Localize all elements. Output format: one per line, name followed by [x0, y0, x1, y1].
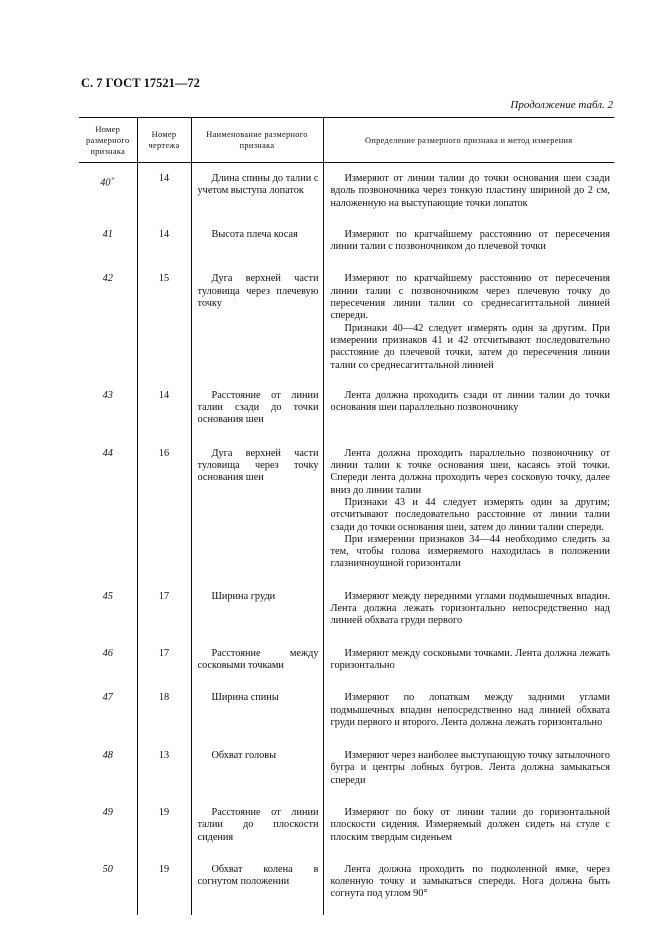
measurements-table: [79, 117, 614, 915]
table-row: [79, 638, 614, 682]
table-row: [79, 854, 614, 915]
row-name: [191, 581, 323, 638]
row-number-value: 40: [100, 177, 111, 189]
row-number-mark: ×: [110, 175, 116, 183]
row-name-text: Расстояние от линии талии до плоскости сидения: [197, 806, 319, 843]
row-name-text: Дуга верхней части туловища через точку основания шеи: [197, 447, 319, 484]
row-name: [191, 854, 323, 915]
row-figure: 13: [137, 739, 191, 797]
table-body: [79, 163, 614, 915]
row-name: [191, 263, 323, 380]
row-definition: [323, 681, 614, 739]
row-figure: 16: [137, 437, 191, 581]
row-definition-paragraph: Измеряют по боку от линии талии до горизонтальной плоскости сидения. Измеряемый должен сидеть на стуле с плоским твердым сиденьем: [330, 806, 610, 843]
row-definition: [323, 797, 614, 854]
row-figure: 19: [137, 797, 191, 854]
row-number: [79, 638, 137, 682]
row-name-text: Высота плеча косая: [211, 228, 298, 240]
row-number: [79, 581, 137, 638]
row-definition-paragraph: Измеряют по кратчайшему расстоянию от пересечения линии талии с позвоночником через плечевую точку до пересечения линии талии со среднесагиттальной линией спереди.: [330, 273, 610, 322]
row-number-value: 47: [102, 692, 113, 704]
row-name: [191, 797, 323, 854]
row-figure: 15: [137, 263, 191, 380]
row-number-value: 41: [102, 228, 113, 240]
row-definition-paragraph: Лента должна проходить параллельно позвоночнику от линии талии к точке основания шеи, касаясь этой точки. Спереди лента должна проходить через сосковую точку, далее вниз до линии талии: [330, 447, 610, 496]
row-name: [191, 163, 323, 219]
row-definition-paragraph: Измеряют от линии талии до точки основания шеи сзади вдоль позвоночника через тонкую пластину шириной до 2 см, наложенную на выступающие точки лопаток: [330, 173, 610, 209]
row-number-value: 43: [102, 389, 113, 401]
table-row: [79, 263, 614, 380]
table-continuation-label: Продолжение табл. 2: [510, 99, 613, 111]
row-name-text: Ширина спины: [211, 692, 279, 704]
row-name-text: Обхват головы: [211, 750, 277, 762]
row-number-value: 45: [102, 590, 113, 602]
row-name: [191, 381, 323, 437]
row-figure: 19: [137, 854, 191, 915]
row-number: [79, 739, 137, 797]
row-definition: [323, 854, 614, 915]
row-definition-paragraph: Признаки 43 и 44 следует измерять один за другим; отсчитывают последовательно расстояние от линии талии сзади до точки основания шеи, затем до линии талии спереди.: [330, 496, 610, 533]
row-number: [79, 263, 137, 380]
page-header: С. 7 ГОСТ 17521—72: [81, 76, 200, 90]
column-header-figure: Номер чертежа: [137, 118, 191, 163]
row-definition: [323, 219, 614, 264]
row-definition-paragraph: Измеряют по кратчайшему расстоянию от пересечения линии талии с позвоночником до плечевой точки: [330, 228, 610, 253]
row-definition: [323, 581, 614, 638]
row-definition-paragraph: Признаки 40—42 следует измерять один за другим. При измерении признаков 41 и 42 отсчитывают последовательно расстояние до плечевой точки, затем до пересечения линии талии со среднесагиттальной линией: [330, 322, 610, 371]
row-figure: 14: [137, 381, 191, 437]
column-header-definition: Определение размерного признака и метод измерения: [323, 118, 614, 163]
row-name: [191, 437, 323, 581]
row-number-value: 50: [102, 863, 113, 875]
table-row: [79, 681, 614, 739]
row-name: [191, 638, 323, 682]
row-name: [191, 681, 323, 739]
row-name-text: Дуга верхней части туловища через плечевую точку: [197, 273, 319, 310]
row-number-value: 48: [102, 750, 113, 762]
row-definition: [323, 437, 614, 581]
table-row: [79, 739, 614, 797]
row-number: [79, 163, 137, 219]
row-name-text: Расстояние от линии талии сзади до точки основания шеи: [197, 389, 319, 426]
row-definition-paragraph: Лента должна проходить сзади от линии талии до точки основания шеи параллельно позвоночнику: [330, 389, 610, 414]
row-number-value: 42: [102, 273, 113, 285]
row-number: [79, 381, 137, 437]
row-number: [79, 437, 137, 581]
row-figure: 18: [137, 681, 191, 739]
row-definition: [323, 638, 614, 682]
row-number: [79, 219, 137, 264]
row-definition-paragraph: Измеряют между сосковыми точками. Лента должна лежать горизонтально: [330, 647, 610, 671]
row-definition: [323, 739, 614, 797]
table-row: [79, 163, 614, 219]
row-name: [191, 739, 323, 797]
row-definition-paragraph: Измеряют между передними углами подмышечных впадин. Лента должна лежать горизонтально непосредственно над линией обхвата груди первого: [330, 590, 610, 627]
table-row: [79, 797, 614, 854]
table-header-row: [79, 118, 614, 163]
row-number-value: 49: [102, 806, 113, 818]
row-name-text: Длина спины до талии с учетом выступа лопаток: [197, 173, 319, 197]
row-name: [191, 219, 323, 264]
row-name-text: Обхват колена в согнутом положении: [197, 863, 319, 888]
row-number: [79, 797, 137, 854]
table-row: [79, 581, 614, 638]
row-figure: 14: [137, 163, 191, 219]
row-name-text: Расстояние между сосковыми точками: [197, 647, 319, 671]
row-number: [79, 854, 137, 915]
row-number-value: 46: [102, 647, 113, 659]
row-number-value: 44: [102, 447, 113, 459]
row-figure: 14: [137, 219, 191, 264]
row-definition: [323, 263, 614, 380]
row-definition: [323, 163, 614, 219]
row-definition-paragraph: Измеряют через наиболее выступающую точку затылочного бугра и центры лобных бугров. Лента должна замыкаться спереди: [330, 750, 610, 786]
row-name-text: Ширина груди: [211, 590, 276, 602]
column-header-name: Наименование размерного признака: [191, 118, 323, 163]
row-definition-paragraph: При измерении признаков 34—44 необходимо следить за тем, чтобы голова измеряемого находилась в положении глазничноушной горизонтали: [330, 533, 610, 570]
row-figure: 17: [137, 638, 191, 682]
row-definition-paragraph: Измеряют по лопаткам между задними углами подмышечных впадин непосредственно над линией обхвата груди первого и второго. Лента должна лежать горизонтально: [330, 692, 610, 728]
row-figure: 17: [137, 581, 191, 638]
row-number: [79, 681, 137, 739]
table-row: [79, 219, 614, 264]
row-definition: [323, 381, 614, 437]
column-header-number: Номер размерного признака: [79, 118, 137, 163]
table-row: [79, 437, 614, 581]
row-definition-paragraph: Лента должна проходить по подколенной ямке, через коленную точку и замыкаться спереди. Нога должна быть согнута под углом 90°: [330, 863, 610, 900]
table-row: [79, 381, 614, 437]
